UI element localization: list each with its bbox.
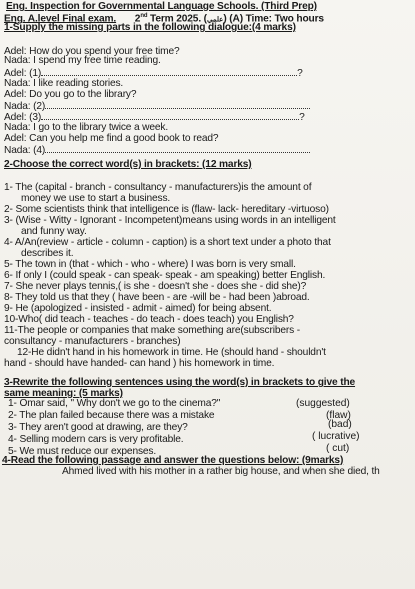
- q4-title: 4-Read the following passage and answer the questions below: (9marks): [2, 455, 344, 466]
- q3-item-1-word: (suggested): [296, 398, 350, 409]
- q2-line-5: and funny way.: [21, 226, 87, 237]
- q2-line-7: describes it.: [21, 248, 74, 259]
- q3-item-3-word: (bad): [328, 419, 352, 430]
- q1-qmark-1: ?: [297, 68, 303, 79]
- q2-line-12: 9- He (apologized - insisted - admit - aimed) for being absent.: [4, 303, 272, 314]
- header-line-1: Eng. Inspection for Governmental Language Schools. (Third Prep): [6, 1, 317, 12]
- q3-item-1: 1- Omar said, " Why don't we go to the cinema?": [8, 398, 221, 409]
- q3-title-2: same meaning: (5 marks): [4, 388, 123, 399]
- q1-answer-2-blank[interactable]: [45, 100, 310, 109]
- q2-line-3: 2- Some scientists think that intelligence is (flaw- lack- hereditary -virtuoso): [4, 204, 329, 215]
- header-arabic: علمي: [206, 16, 224, 24]
- q1-line-2: Nada: I spend my free time reading.: [4, 55, 161, 66]
- q2-line-17: hand - should have handed- can hand ) his homework in time.: [4, 358, 275, 369]
- q1-qmark-3: ?: [299, 112, 305, 123]
- q2-line-6: 4- A/An(review - article - column - caption) is a short text under a photo that: [4, 237, 331, 248]
- q1-line-8: Nada: I go to the library twice a week.: [4, 122, 169, 133]
- q2-line-1: 1- The (capital - branch - consultancy - manufacturers)is the amount of: [4, 182, 312, 193]
- q1-line-6-text: Nada: (2): [4, 101, 46, 112]
- q2-line-2: money we use to start a business.: [21, 193, 171, 204]
- q3-item-2: 2- The plan failed because there was a mistake: [8, 410, 215, 421]
- q1-line-3-text: Adel: (1): [4, 68, 42, 79]
- q2-title: 2-Choose the correct word(s) in brackets: (12 marks): [4, 159, 252, 170]
- q2-line-4: 3- (Wise - Witty - Ignorant - Incompetent)means using words in an intelligent: [4, 215, 336, 226]
- q2-line-8: 5- The town in (that - which - who - where) I was born is very small.: [4, 259, 296, 270]
- q3-item-2-word: (flaw): [326, 410, 351, 421]
- q1-line-1: Adel: How do you spend your free time?: [4, 46, 180, 57]
- q1-line-10: [4, 144, 310, 156]
- header-term: Term 2025. (: [147, 13, 207, 25]
- q2-line-14: 11-The people or companies that make something are(subscribers -: [4, 325, 300, 336]
- header-term-suffix: nd: [140, 13, 148, 19]
- q3-item-5-word: ( cut): [326, 443, 350, 454]
- q2-line-13: 10-Who( did teach - teaches - do teach - does teach) you English?: [4, 314, 294, 325]
- q2-line-16: 12-He didn't hand in his homework in time. He (should hand - shouldn't: [17, 347, 326, 358]
- q1-answer-4-blank[interactable]: [45, 144, 310, 153]
- header-time: ) (A) Time: Two hours: [223, 13, 324, 25]
- q1-line-10-text: Nada: (4): [4, 145, 46, 156]
- header-term-number: 2: [134, 13, 141, 25]
- q1-line-4: Nada: I like reading stories.: [4, 78, 124, 89]
- q2-line-9: 6- If only I (could speak - can speak- speak - am speaking) better English.: [4, 270, 326, 281]
- q3-item-4-word: ( lucrative): [312, 431, 360, 442]
- q3-item-3: 3- They aren't good at drawing, are they?: [8, 422, 188, 433]
- q3-item-5: 5- We must reduce our expenses.: [8, 446, 157, 457]
- q1-answer-1-blank[interactable]: [41, 67, 297, 76]
- q1-line-7-text: Adel: (3): [4, 112, 42, 123]
- q3-title: 3-Rewrite the following sentences using the word(s) in brackets to give the: [4, 377, 356, 388]
- q3-item-4: 4- Selling modern cars is very profitable.: [8, 434, 184, 445]
- q1-line-9: Adel: Can you help me find a good book to read?: [4, 133, 219, 144]
- q2-line-10: 7- She never plays tennis,( is she - doesn't she - does she - did she)?: [4, 281, 307, 292]
- q1-title: 1-Supply the missing parts in the following dialogue:(4 marks): [4, 22, 296, 33]
- q2-line-15: consultancy - manufacturers - branches): [4, 336, 181, 347]
- q4-passage-line-1: Ahmed lived with his mother in a rather big house, and when she died, th: [62, 466, 380, 477]
- header-exam-name: Eng. A.level Final exam.: [4, 13, 117, 25]
- q1-answer-3-blank[interactable]: [41, 111, 299, 120]
- q1-line-5: Adel: Do you go to the library?: [4, 89, 137, 100]
- q2-line-11: 8- They told us that they ( have been - are -will be - had been )abroad.: [4, 292, 310, 303]
